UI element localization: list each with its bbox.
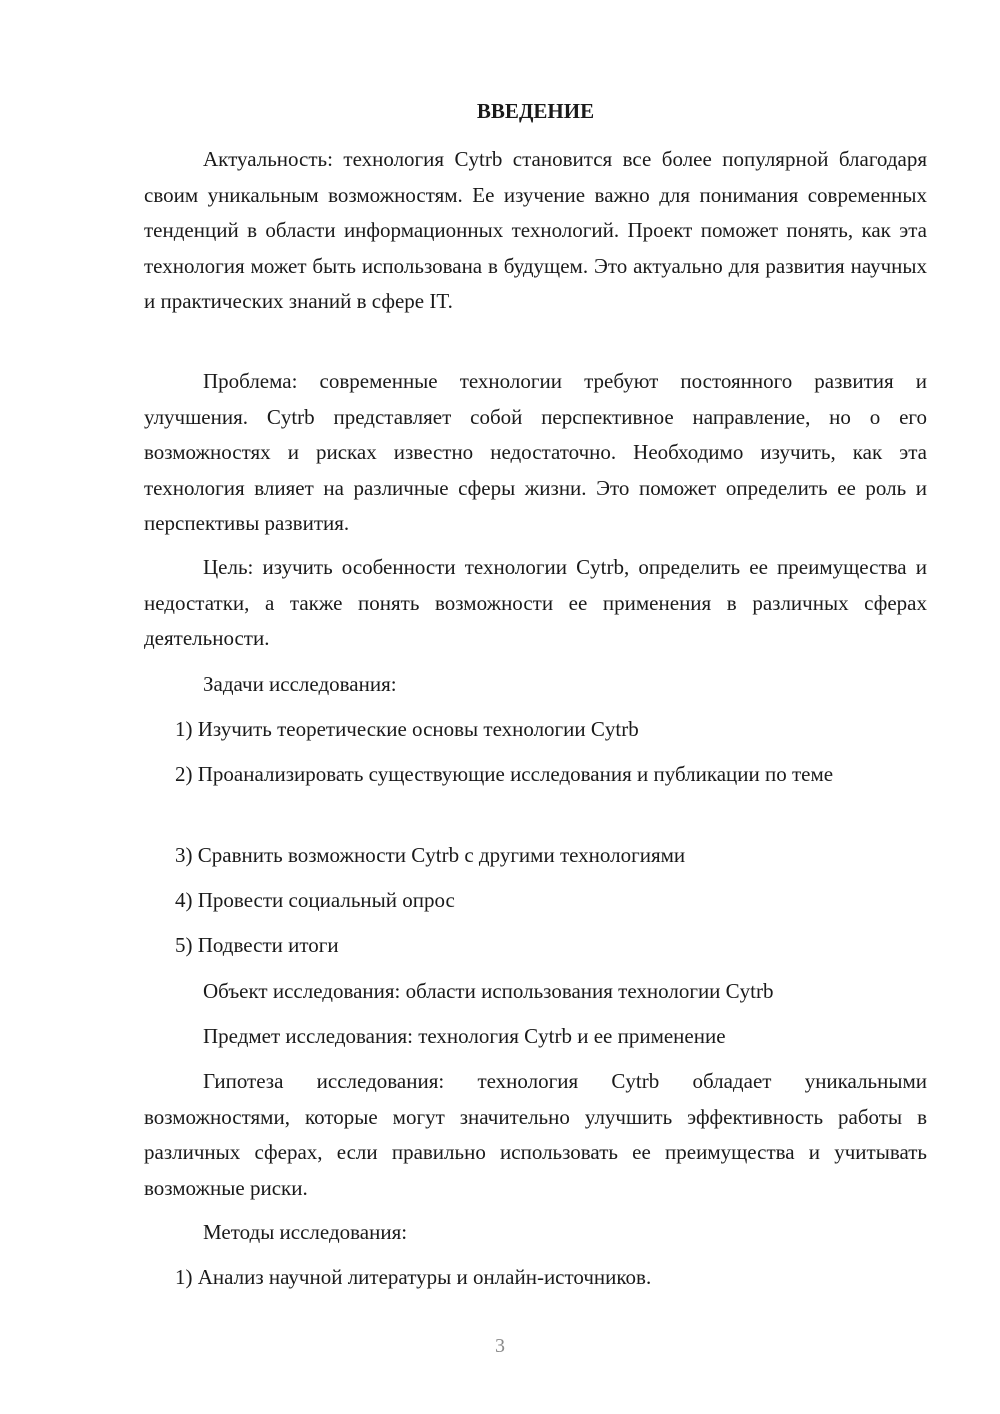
research-subject: Предмет исследования: технология Cytrb и ее применение (203, 1024, 726, 1048)
task-item-2: 2) Проанализировать существующие исследования и публикации по теме (175, 762, 834, 786)
task-item-3: 3) Сравнить возможности Cytrb с другими технологиями (175, 843, 686, 867)
goal-paragraph: Цель: изучить особенности технологии Cytrb, определить ее преимущества и недостатки, а также понять возможности ее применения в различных сферах деятельности. (144, 555, 927, 650)
research-object: Объект исследования: области использования технологии Cytrb (203, 979, 774, 1003)
tasks-title: Задачи исследования: (203, 672, 397, 696)
hypothesis-paragraph: Гипотеза исследования: технология Cytrb обладает уникальными возможностями, которые могут значительно улучшить эффективность работы в различных сферах, если правильно использовать ее преимущества и учитывать возможные риски. (144, 1069, 927, 1200)
page-number: 3 (495, 1335, 505, 1357)
methods-title: Методы исследования: (203, 1220, 408, 1244)
section-heading: ВВЕДЕНИЕ (476, 99, 595, 123)
relevance-paragraph: Актуальность: технология Cytrb становится все более популярной благодаря своим уникальным возможностям. Ее изучение важно для понимания современных тенденций в области информационных технологий. Проект поможет понять, как эта технология может быть использована в будущем. Это актуально для развития научных и практических знаний в сфере IT. (144, 147, 927, 313)
method-item-1: 1) Анализ научной литературы и онлайн-источников. (175, 1265, 652, 1289)
task-item-4: 4) Провести социальный опрос (175, 888, 455, 912)
task-item-1: 1) Изучить теоретические основы технологии Cytrb (175, 717, 639, 741)
problem-paragraph: Проблема: современные технологии требуют постоянного развития и улучшения. Cytrb представляет собой перспективное направление, но о его возможностях и рисках известно недостаточно. Необходимо изучить, как эта технология влияет на различные сферы жизни. Это поможет определить ее роль и перспективы развития. (144, 369, 927, 535)
task-item-5: 5) Подвести итоги (175, 933, 339, 957)
